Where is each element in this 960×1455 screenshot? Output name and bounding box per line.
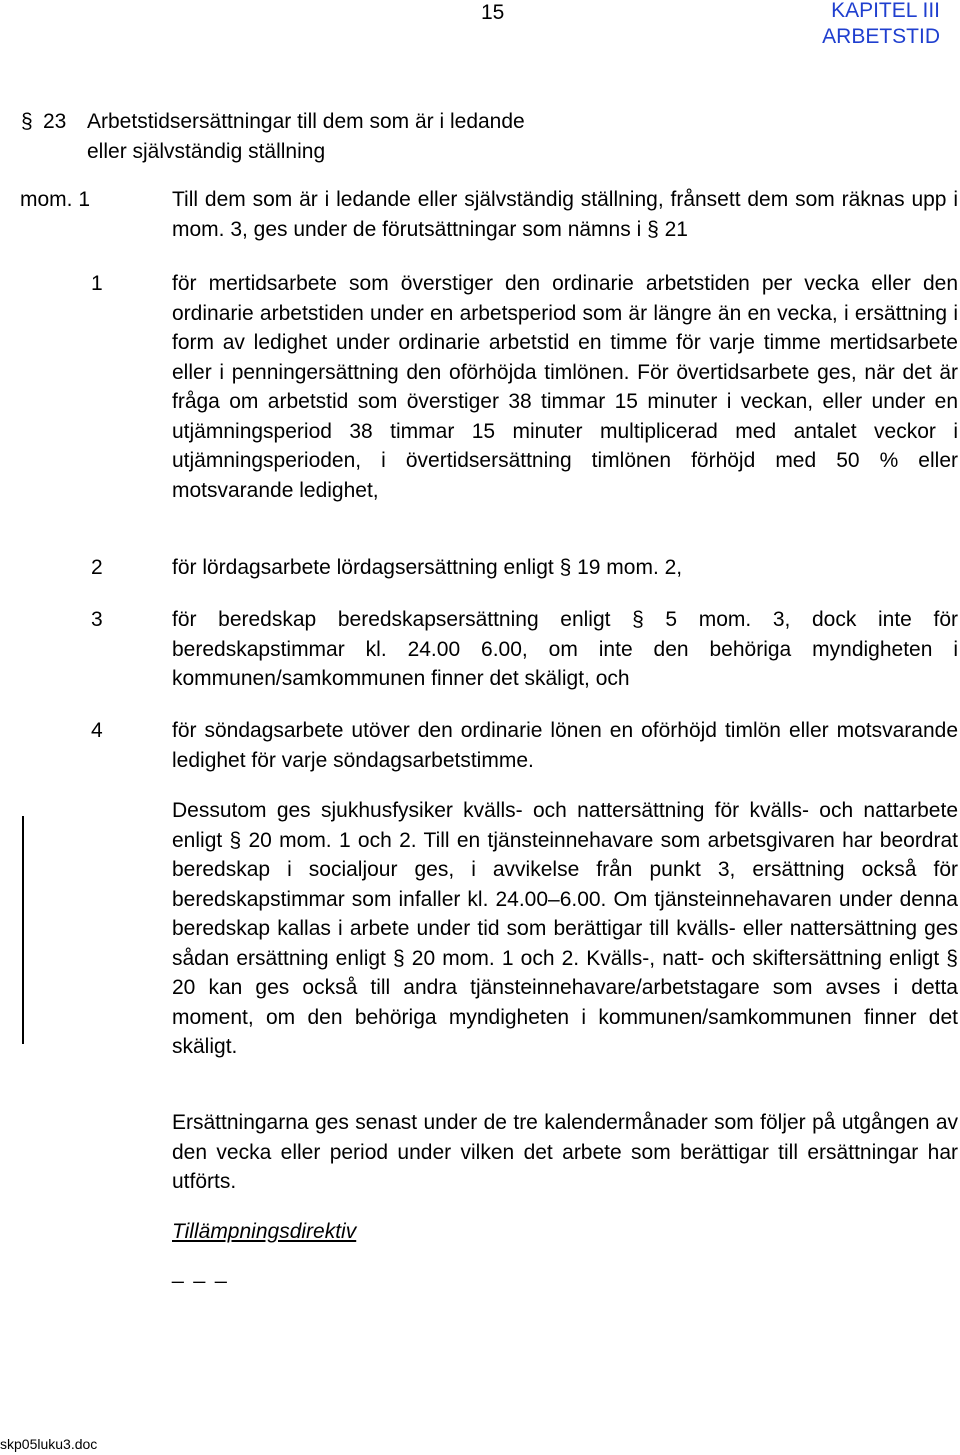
directive-heading-text: Tillämpningsdirektiv bbox=[172, 1220, 357, 1243]
item-number: 2 bbox=[91, 556, 103, 579]
item-number: 1 bbox=[91, 272, 103, 295]
directive-placeholder: _ _ _ bbox=[172, 1261, 229, 1284]
item-text: för söndagsarbete utöver den ordinarie lönen en oförhöjd timlön eller motsvarande ledighet för varje söndagsarbetstimme. bbox=[172, 719, 958, 772]
item-number: 3 bbox=[91, 608, 103, 631]
section-title-line1: Arbetstidsersättningar till dem som är i ledande bbox=[87, 110, 525, 133]
item-number: 4 bbox=[91, 719, 103, 742]
revision-change-bar bbox=[22, 816, 24, 1044]
section-sign: § bbox=[21, 110, 33, 133]
paragraph-hospital-physicist: Dessutom ges sjukhusfysiker kvälls- och nattersättning för kvälls- och nattarbete enligt § 20 mom. 1 och 2. Till en tjänsteinnehavare som arbetsgivaren har beordrat beredskap i socialjour ges, i avvikelse från punkt 3, ersättning också för beredskapstimmar som infaller kl. 24.00–6.00. Om tjänsteinnehavaren under denna beredskap kallas i arbete under tid som berättigar till kvälls- eller nattersättning ges sådan ersättning enligt § 20 mom. 1 och 2. Kvälls-, natt- och skiftersättning enligt § 20 kan ges också till andra tjänsteinnehavare/arbetstagare som avses i detta moment, om den behöriga myndigheten i kommunen/samkommunen finner det skäligt. bbox=[172, 799, 958, 1058]
page-number: 15 bbox=[481, 1, 505, 24]
chapter-label: KAPITEL III bbox=[831, 0, 940, 22]
directive-heading bbox=[172, 1217, 958, 1247]
section-title-line2: eller självständig ställning bbox=[87, 139, 326, 163]
chapter-title: ARBETSTID bbox=[822, 25, 940, 48]
chapter-header bbox=[822, 0, 940, 50]
section-heading bbox=[21, 107, 525, 166]
item-text: för beredskap beredskapsersättning enligt § 5 mom. 3, dock inte för beredskapstimmar kl. 24.00 6.00, om inte den behöriga myndigheten i kommunen/samkommunen finner det skäligt, och bbox=[172, 608, 958, 690]
item-text: för lördagsarbete lördagsersättning enligt § 19 mom. 2, bbox=[172, 556, 683, 579]
moment-label: mom. 1 bbox=[20, 188, 91, 211]
paragraph-payment-deadline: Ersättningarna ges senast under de tre kalendermånader som följer på utgången av den vecka eller period under vilken det arbete som berättigar till ersättningar har utförts. bbox=[172, 1111, 958, 1193]
footer-filename: skp05luku3.doc bbox=[0, 1436, 98, 1452]
moment-intro: Till dem som är i ledande eller självständig ställning, frånsett dem som räknas upp i mom. 3, ges under de förutsättningar som nämns i § 21 bbox=[172, 188, 958, 241]
section-number: 23 bbox=[43, 110, 67, 133]
item-text: för mertidsarbete som överstiger den ordinarie arbetstiden per vecka eller den ordinarie arbetstiden under en arbetsperiod som är längre än en vecka, i ersättning i form av ledighet under ordinarie arbetstid en timme för varje timme mertidsarbete eller i penningersättning den oförhöjda timlönen. För övertidsarbete ges, när det är fråga om arbetstid som överstiger 38 timmar 15 minuter i veckan, eller under en utjämningsperiod 38 timmar 15 minuter multiplicerad med antalet veckor i utjämningsperioden, i övertidsersättning timlönen förhöjd med 50 % eller motsvarande ledighet, bbox=[172, 272, 958, 502]
